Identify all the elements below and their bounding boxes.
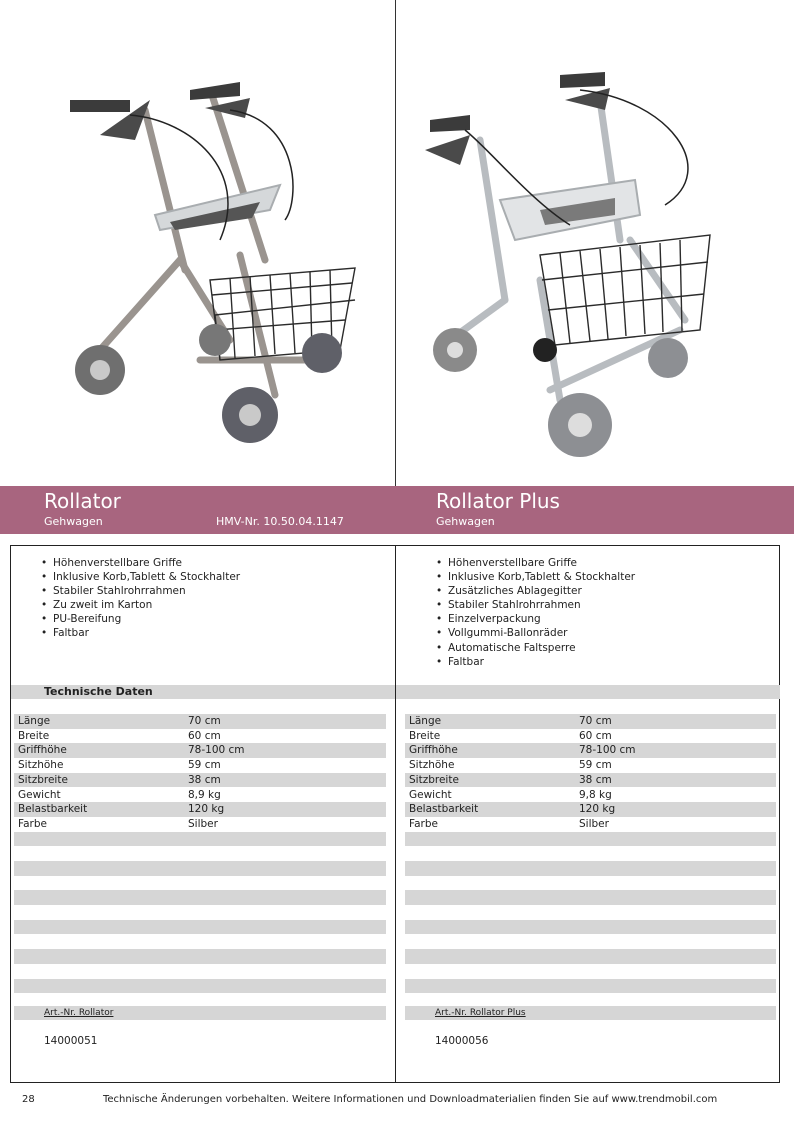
spec-label: Breite xyxy=(409,729,441,742)
spec-row xyxy=(14,817,386,832)
feature-item: • Höhenverstellbare Griffe xyxy=(436,556,635,570)
art-number-right: 14000056 xyxy=(435,1035,489,1047)
spec-row xyxy=(405,949,776,964)
feature-item: • Höhenverstellbare Griffe xyxy=(41,556,240,570)
spec-row xyxy=(405,788,776,803)
product-panel-left xyxy=(10,545,396,1083)
spec-row xyxy=(405,964,776,979)
spec-row xyxy=(14,802,386,817)
spec-row xyxy=(14,964,386,979)
spec-row xyxy=(405,817,776,832)
art-number-label-left: Art.-Nr. Rollator xyxy=(44,1008,114,1018)
spec-row xyxy=(405,920,776,935)
spec-row xyxy=(14,861,386,876)
spec-row xyxy=(405,905,776,920)
spec-row xyxy=(14,714,386,729)
spec-label: Gewicht xyxy=(18,788,61,801)
spec-value: 59 cm xyxy=(579,759,612,772)
spec-row xyxy=(405,846,776,861)
rollator-plus-image xyxy=(420,40,750,470)
spec-row xyxy=(405,802,776,817)
rollator-image xyxy=(40,40,370,470)
spec-label: Farbe xyxy=(409,817,438,830)
page-number: 28 xyxy=(22,1094,35,1105)
feature-list-right xyxy=(436,556,635,669)
spec-row xyxy=(14,949,386,964)
spec-label: Sitzbreite xyxy=(409,773,459,786)
feature-item: • Einzelverpackung xyxy=(436,612,635,626)
art-number-label-right: Art.-Nr. Rollator Plus xyxy=(435,1008,526,1018)
spec-row xyxy=(405,729,776,744)
feature-item: • Stabiler Stahlrohrrahmen xyxy=(436,598,635,612)
spec-label: Farbe xyxy=(18,817,47,830)
spec-row xyxy=(14,935,386,950)
spec-value: 60 cm xyxy=(188,729,221,742)
spec-label: Sitzhöhe xyxy=(409,759,455,772)
spec-label: Länge xyxy=(18,715,51,727)
spec-value: 78-100 cm xyxy=(188,744,245,757)
spec-row xyxy=(405,876,776,891)
spec-value: 70 cm xyxy=(579,715,612,727)
feature-item: • Zu zweit im Karton xyxy=(41,598,240,612)
spec-row xyxy=(14,743,386,758)
spec-label: Belastbarkeit xyxy=(18,803,88,816)
feature-item: • Vollgummi-Ballonräder xyxy=(436,626,635,640)
hmv-number: HMV-Nr. 10.50.04.1147 xyxy=(216,515,344,528)
spec-row xyxy=(405,861,776,876)
spec-row xyxy=(14,788,386,803)
spec-label: Griffhöhe xyxy=(18,744,67,757)
spec-row xyxy=(405,773,776,788)
spec-row xyxy=(14,920,386,935)
product-subtitle-right: Gehwagen xyxy=(436,515,495,528)
spec-row xyxy=(405,890,776,905)
spec-row xyxy=(14,846,386,861)
spec-value: 60 cm xyxy=(579,729,612,742)
spec-row xyxy=(14,890,386,905)
spec-value: 78-100 cm xyxy=(579,744,636,757)
spec-row xyxy=(405,935,776,950)
spec-label: Sitzbreite xyxy=(18,773,68,786)
art-number-left: 14000051 xyxy=(44,1035,98,1047)
product-title-left: Rollator xyxy=(44,489,121,513)
product-panel-right xyxy=(395,545,780,1083)
feature-item: • Stabiler Stahlrohrrahmen xyxy=(41,584,240,598)
spec-value: 38 cm xyxy=(579,773,612,786)
tech-heading: Technische Daten xyxy=(44,685,153,698)
product-subtitle-left: Gehwagen xyxy=(44,515,103,528)
spec-value: 8,9 kg xyxy=(188,788,221,801)
spec-row xyxy=(14,905,386,920)
feature-item: • Faltbar xyxy=(436,655,635,669)
product-title-banner xyxy=(0,486,794,534)
feature-item: • Inklusive Korb,Tablett & Stockhalter xyxy=(41,570,240,584)
feature-item: • Faltbar xyxy=(41,626,240,640)
feature-item: • Inklusive Korb,Tablett & Stockhalter xyxy=(436,570,635,584)
spec-value: Silber xyxy=(188,817,218,830)
feature-item: • PU-Bereifung xyxy=(41,612,240,626)
spec-label: Breite xyxy=(18,729,50,742)
spec-row xyxy=(405,758,776,773)
spec-label: Sitzhöhe xyxy=(18,759,64,772)
spec-row xyxy=(405,979,776,994)
spec-label: Griffhöhe xyxy=(409,744,458,757)
spec-value: 120 kg xyxy=(579,803,616,816)
spec-value: 120 kg xyxy=(188,803,225,816)
spec-label: Länge xyxy=(409,715,442,727)
spec-row xyxy=(405,832,776,847)
feature-item: • Zusätzliches Ablagegitter xyxy=(436,584,635,598)
spec-value: 59 cm xyxy=(188,759,221,772)
column-divider-top xyxy=(395,0,396,486)
spec-label: Gewicht xyxy=(409,788,452,801)
spec-row xyxy=(405,743,776,758)
spec-value: 70 cm xyxy=(188,715,221,727)
spec-value: 38 cm xyxy=(188,773,221,786)
footer-text: Technische Änderungen vorbehalten. Weitere Informationen und Downloadmaterialien finden Sie auf www.trendmobil.com xyxy=(103,1094,718,1105)
tech-heading-bar-right xyxy=(396,685,780,699)
spec-row xyxy=(14,979,386,994)
spec-row xyxy=(405,714,776,729)
spec-value: 9,8 kg xyxy=(579,788,612,801)
feature-item: • Automatische Faltsperre xyxy=(436,641,635,655)
spec-row xyxy=(14,729,386,744)
spec-label: Belastbarkeit xyxy=(409,803,479,816)
spec-row xyxy=(14,773,386,788)
feature-list-left xyxy=(41,556,240,641)
spec-row xyxy=(14,832,386,847)
spec-row xyxy=(14,876,386,891)
spec-value: Silber xyxy=(579,817,609,830)
spec-row xyxy=(14,758,386,773)
product-title-right: Rollator Plus xyxy=(436,489,560,513)
